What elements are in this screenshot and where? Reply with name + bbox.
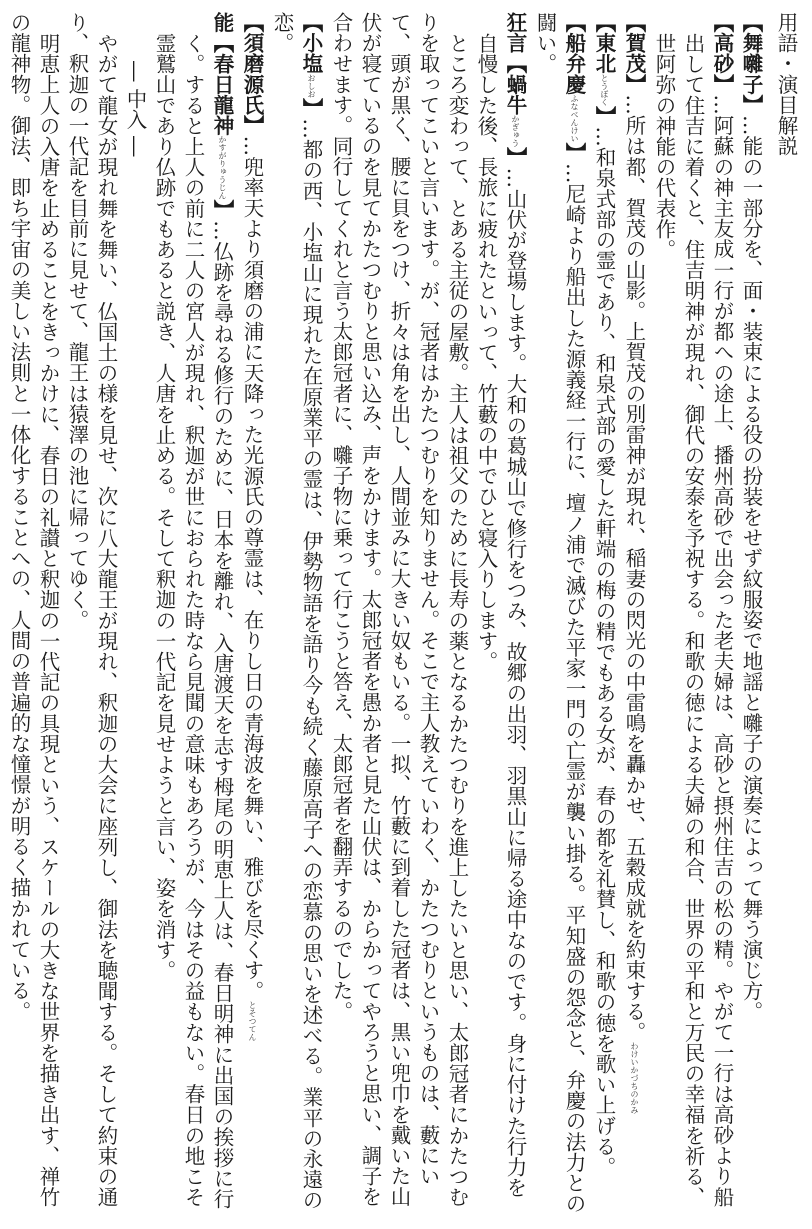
entry-text: 兜率天より須磨の浦に天降った光源氏の尊霊は、在りし日の青海波を舞い、雅びを尽くす。 bbox=[240, 156, 264, 1001]
ruby-note: わけいかづちのかみ bbox=[630, 1042, 639, 1115]
term-name: 東北 bbox=[592, 32, 616, 74]
term-separator: … bbox=[622, 94, 646, 116]
entry-toboku bbox=[589, 12, 619, 1217]
term-name: 船弁慶 bbox=[562, 32, 586, 95]
entry-text: やがて龍女が現れ舞を舞い、仏国土の様を見せ、次に八大龍王が現れ、釈迦の大会に座列し、御法を聴聞する。そして約束の通り、釈迦の一代記を目前に見せて、龍王は猿澤の池に帰ってゆく。 bbox=[65, 12, 118, 1207]
entry-takasago bbox=[649, 12, 736, 1217]
term-category: 狂言 bbox=[503, 12, 527, 54]
document-page bbox=[7, 12, 800, 1217]
term-close: 】 bbox=[210, 199, 234, 221]
entry-text: 和泉式部の霊であり、和泉式部の愛した軒端の梅の精でもある女が、春の都を礼賛し、和歌の徳を歌い上げる。 bbox=[592, 147, 616, 1178]
entry-kasugaryujin-second-half bbox=[62, 12, 120, 1217]
term-open: 【 bbox=[299, 12, 323, 33]
term-separator: … bbox=[240, 135, 264, 157]
term-separator: … bbox=[503, 167, 527, 189]
entry-text: 都の西、小塩山に現れた在原業平の霊は、伊勢物語を語り今も続く藤原高子への恋慕の思いを述べる。業平の永遠の恋。 bbox=[270, 12, 323, 1211]
term-separator: … bbox=[210, 220, 234, 241]
entry-kasugaryujin-summary bbox=[4, 12, 62, 1217]
term-name: 蝸牛 bbox=[503, 73, 527, 116]
term-name: 小塩 bbox=[299, 32, 323, 74]
ruby-note: とうぼく bbox=[600, 73, 609, 106]
term-separator: … bbox=[592, 126, 616, 148]
term-open: 【 bbox=[622, 12, 646, 33]
term-name: 春日龍神 bbox=[210, 53, 234, 136]
term-name: 賀茂 bbox=[622, 32, 646, 74]
entry-oshio bbox=[267, 12, 326, 1217]
term-open: 【 bbox=[240, 12, 264, 33]
ruby-note: かぎゅう bbox=[511, 115, 520, 148]
entry-sumagenji bbox=[237, 12, 267, 1217]
entry-text: 仏跡を尋ねる修行のために、日本を離れ、入唐渡天を志す栂尾の明恵上人は、春日明神に出国の挨拶に行く。すると上人の前に二人の宮人が現れ、釈迦が世におられた時なら見聞の意味もあろうが、今はその益もない。春日の地こそ霊鷲山であり仏跡でもあると説き、人唐を止める。そして釈迦の一代記を見せようと言い、姿を消す。 bbox=[152, 32, 234, 1210]
term-name: 高砂 bbox=[710, 32, 734, 74]
term-open: 【 bbox=[562, 12, 586, 33]
entry-text: 明恵上人の入唐を止めることをきっかけに、春日の礼讃と釈迦の一代記の具現という、スケールの大きな世界を描き出す、禅竹の龍神物。御法、即ち宇宙の美しい法則と一体化することへの、人間の普遍的な憧憬が明るく描かれている。 bbox=[7, 12, 60, 1207]
entry-maibayashi bbox=[736, 12, 765, 1217]
entry-kagyu-continued bbox=[326, 12, 471, 1217]
entry-kagyu bbox=[471, 12, 530, 1217]
term-name: 舞囃子 bbox=[739, 32, 763, 95]
ruby-note: おしお bbox=[307, 73, 316, 98]
entry-kasugaryujin bbox=[149, 12, 237, 1217]
term-separator: … bbox=[739, 115, 763, 136]
term-category: 能 bbox=[210, 12, 234, 33]
term-name: 須磨源氏 bbox=[240, 32, 264, 116]
entry-text: 所は都、賀茂の山影。上賀茂の別雷神が現れ、稲妻の閃光の中雷鳴を轟かせ、五穀成就を約束する。 bbox=[622, 115, 646, 1043]
entry-kamo bbox=[619, 12, 649, 1217]
term-close: 】 bbox=[562, 142, 586, 164]
entry-text: 尼崎より船出した源義経一行に、壇ノ浦で滅びた平家一門の亡霊が襲い掛る。平知盛の怨念と、弁慶の法力との闘い。 bbox=[533, 12, 586, 1214]
term-open: 【 bbox=[210, 32, 234, 54]
ruby-note: かすがりゅうじん bbox=[218, 135, 227, 200]
ruby-note: とそつてん bbox=[248, 1000, 257, 1041]
term-separator: … bbox=[299, 118, 323, 140]
entry-text: 阿蘇の神主友成一行が都への途上、播州高砂で出会った老夫婦は、高砂と摂州住吉の松の精。やがて一行は高砂より船出して住吉に着くと、住吉明神が現れ、御代の安泰を予祝する。和歌の徳による夫婦の和合、世界の平和と万民の幸福を祈る、世阿弥の神能の代表作。 bbox=[652, 32, 734, 1207]
term-separator: … bbox=[562, 163, 586, 184]
page-title: 用語・演目解説 bbox=[774, 12, 798, 157]
nakairi-marker: ― 中入 ― bbox=[123, 61, 147, 157]
term-close: 】 bbox=[622, 73, 646, 95]
term-open: 【 bbox=[739, 12, 763, 33]
term-close: 】 bbox=[592, 105, 616, 127]
term-close: 】 bbox=[503, 147, 527, 168]
entry-funabenkei bbox=[530, 12, 589, 1217]
term-separator: … bbox=[710, 94, 734, 116]
entry-text: ところ変わって、とある主従の屋敷。主人は祖父のために長寿の薬となるかたつむりを進上したいと思い、太郎冠者にかたつむりを取ってこいと言います。が、冠者はかたつむりを知りません。そこで主人教えていわく、かたつむりというものは、藪にいて、頭が黒く、腰に貝をつけ、折々は角を出し、人間並みに大きい奴もいる。一拟、竹藪に到着した冠者は、黒い兜巾を戴いた山伏が寝ているのを見てかたつむりと思い込み、声をかけます。太郎冠者を愚か者と見た山伏は、からかってやろうと思い、調子を合わせます。同行してくれと言う太郎冠者に、囃子物に乗って行こうと答え、太郎冠者を翻弄するのでした。 bbox=[329, 12, 469, 1207]
term-open: 【 bbox=[592, 12, 616, 33]
term-close: 】 bbox=[299, 97, 323, 119]
entry-text: 山伏が登場します。大和の葛城山で修行をつみ、故郷の出羽、羽黒山に帰る途中なのです。身に付けた行力を自慢した後、長旅に疲れたといって、竹藪の中でひと寝入りします。 bbox=[474, 32, 527, 1198]
entry-text: 能の一部分を、面・装束による役の扮装をせず紋服姿で地謡と囃子の演奏によって舞う演じ方。 bbox=[739, 135, 763, 1022]
ruby-note: ふなべんけい bbox=[570, 94, 579, 143]
term-open: 【 bbox=[503, 53, 527, 74]
term-close: 】 bbox=[710, 73, 734, 95]
term-close: 】 bbox=[240, 115, 264, 136]
term-close: 】 bbox=[739, 94, 763, 116]
term-open: 【 bbox=[710, 12, 734, 33]
